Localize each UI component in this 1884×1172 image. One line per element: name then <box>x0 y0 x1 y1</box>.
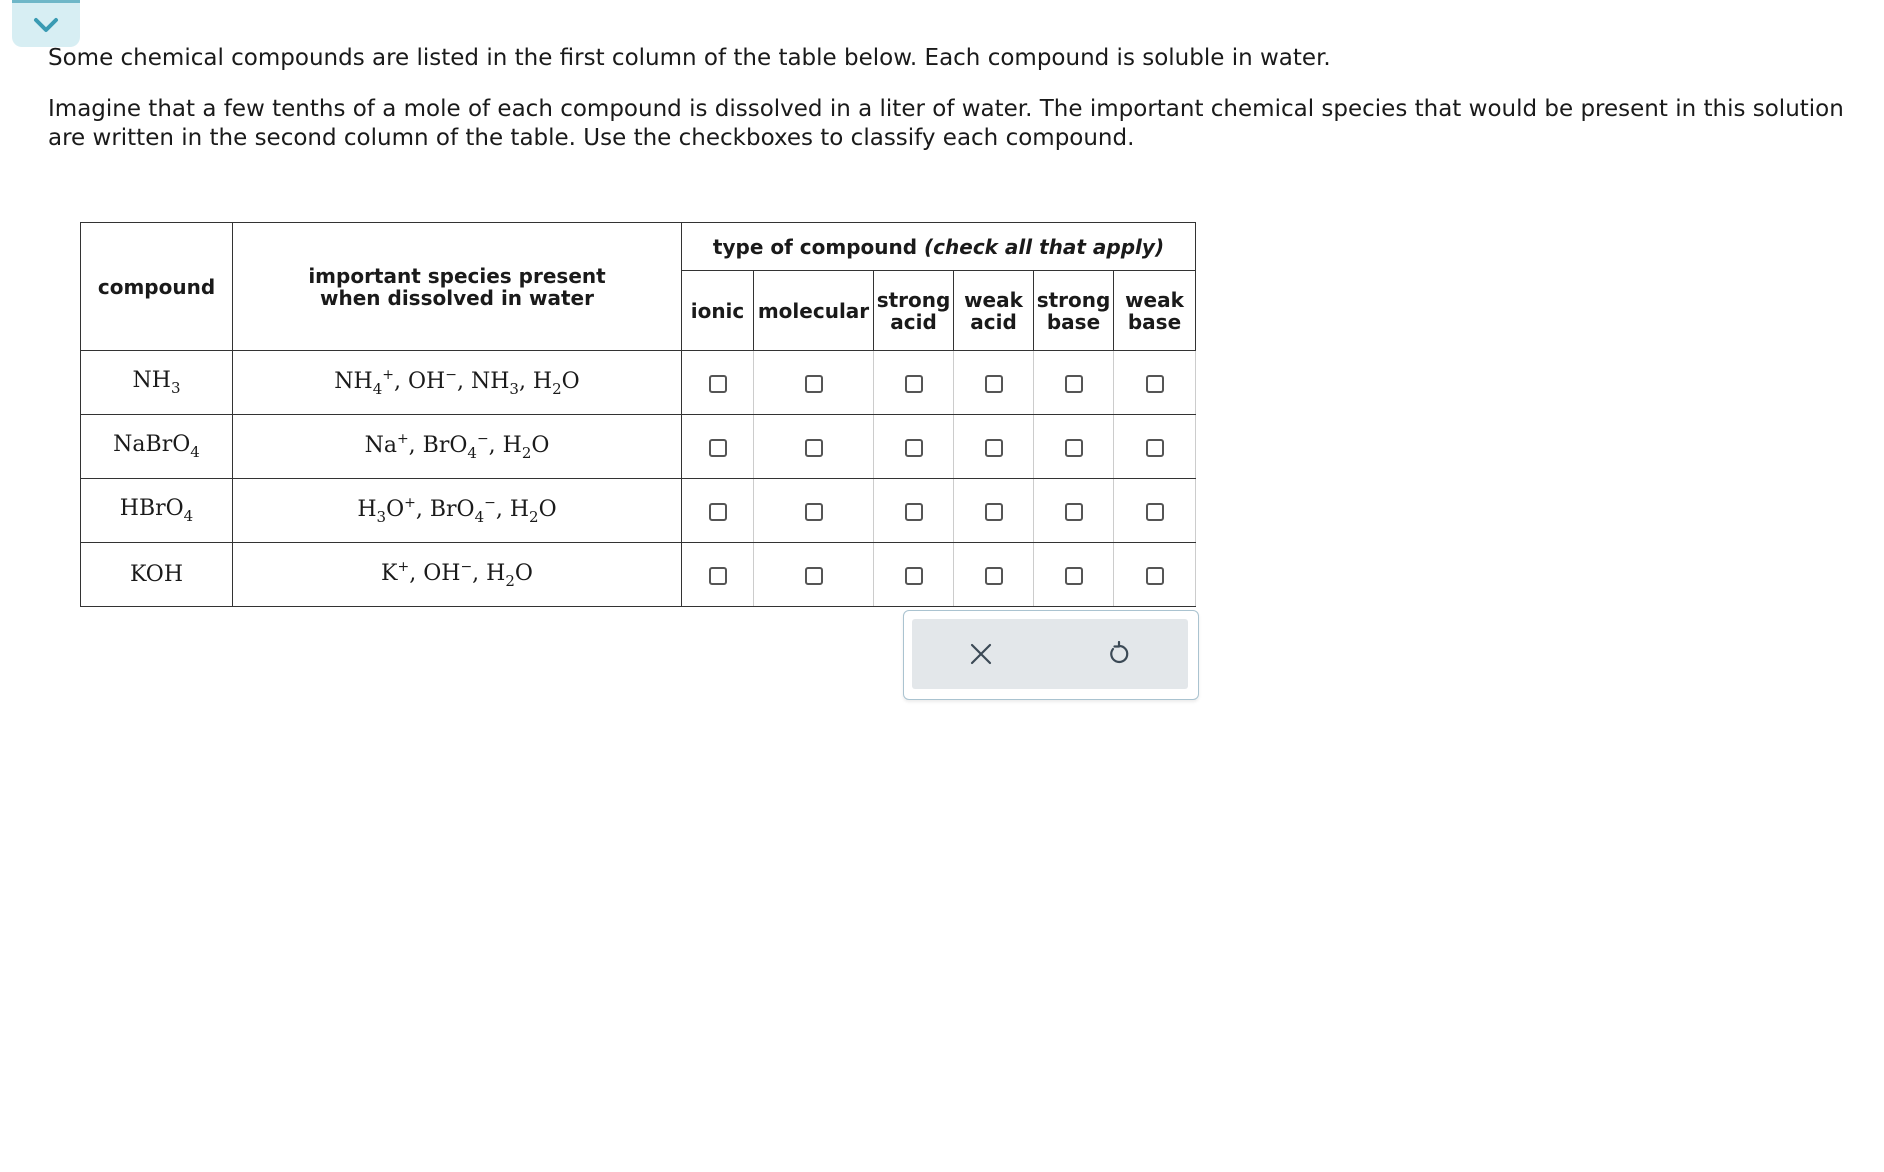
species-cell: Na+, BrO$_4$−, $H_2O$ <box>233 415 682 479</box>
checkbox-cell <box>1034 479 1114 543</box>
checkbox[interactable] <box>1146 503 1164 521</box>
checkbox[interactable] <box>985 567 1003 585</box>
checkbox[interactable] <box>805 567 823 585</box>
header-ionic: ionic <box>682 271 754 351</box>
checkbox[interactable] <box>905 503 923 521</box>
checkbox[interactable] <box>985 439 1003 457</box>
header-strong-acid: strong acid <box>874 271 954 351</box>
table-row <box>81 479 1196 543</box>
checkbox-cell <box>954 479 1034 543</box>
checkbox[interactable] <box>709 567 727 585</box>
checkbox[interactable] <box>1146 439 1164 457</box>
checkbox-cell <box>954 415 1034 479</box>
table-row <box>81 543 1196 607</box>
undo-button[interactable] <box>1099 634 1139 674</box>
compound-cell: $NH_3$ <box>81 351 233 415</box>
checkbox-cell <box>954 543 1034 607</box>
header-species-line2: when dissolved in water <box>320 285 594 310</box>
checkbox-cell <box>754 351 874 415</box>
checkbox-cell <box>682 415 754 479</box>
header-type-bold: type of compound <box>712 234 918 259</box>
collapse-button[interactable] <box>12 0 80 47</box>
checkbox[interactable] <box>985 503 1003 521</box>
checkbox[interactable] <box>985 375 1003 393</box>
compound-cell: KOH <box>81 543 233 607</box>
checkbox[interactable] <box>805 439 823 457</box>
header-type-italic: (check all that apply) <box>924 234 1165 259</box>
instruction-paragraph-1: Some chemical compounds are listed in the first column of the table below. Each compound is soluble in water. <box>48 45 1331 71</box>
checkbox[interactable] <box>905 375 923 393</box>
instruction-paragraph-2: Imagine that a few tenths of a mole of each compound is dissolved in a liter of water. The important chemical species that would be present in this solution are written in the second column of the table. Use the checkboxes to classify each compound. <box>48 96 1844 151</box>
checkbox[interactable] <box>1065 375 1083 393</box>
checkbox-cell <box>754 543 874 607</box>
clear-button[interactable] <box>961 634 1001 674</box>
checkbox-cell <box>874 351 954 415</box>
checkbox-cell <box>682 351 754 415</box>
checkbox-cell <box>874 415 954 479</box>
checkbox-cell <box>954 351 1034 415</box>
instructions <box>48 44 1868 175</box>
checkbox[interactable] <box>1065 503 1083 521</box>
checkbox[interactable] <box>905 439 923 457</box>
checkbox-cell <box>1114 415 1196 479</box>
checkbox[interactable] <box>1146 375 1164 393</box>
checkbox-cell <box>1034 351 1114 415</box>
header-compound: compound <box>81 223 233 351</box>
species-cell: $NH_4^+$, OH−, $NH_3$, $H_2O$ <box>233 351 682 415</box>
chevron-down-icon <box>31 15 61 35</box>
checkbox[interactable] <box>1146 567 1164 585</box>
header-species <box>233 223 682 351</box>
checkbox[interactable] <box>1065 567 1083 585</box>
checkbox-cell <box>874 479 954 543</box>
checkbox-cell <box>682 543 754 607</box>
checkbox[interactable] <box>709 503 727 521</box>
compound-cell: NaBrO$_4$ <box>81 415 233 479</box>
checkbox-cell <box>1034 415 1114 479</box>
table-row <box>81 351 1196 415</box>
table-row <box>81 415 1196 479</box>
compound-cell: HBrO$_4$ <box>81 479 233 543</box>
header-species-line1: important species present <box>308 263 606 288</box>
header-strong-base: strong base <box>1034 271 1114 351</box>
checkbox-cell <box>754 415 874 479</box>
header-molecular: molecular <box>754 271 874 351</box>
undo-icon <box>1106 641 1132 667</box>
checkbox-cell <box>1114 351 1196 415</box>
species-cell: K+, OH−, $H_2O$ <box>233 543 682 607</box>
checkbox-cell <box>754 479 874 543</box>
checkbox[interactable] <box>1065 439 1083 457</box>
close-icon <box>969 642 993 666</box>
checkbox-cell <box>1034 543 1114 607</box>
checkbox[interactable] <box>905 567 923 585</box>
classification-table <box>80 222 1196 607</box>
checkbox-cell <box>1114 543 1196 607</box>
checkbox-cell <box>1114 479 1196 543</box>
checkbox-cell <box>682 479 754 543</box>
species-cell: $H_3O^+$, BrO$_4$−, $H_2O$ <box>233 479 682 543</box>
header-weak-base: weak base <box>1114 271 1196 351</box>
checkbox[interactable] <box>709 375 727 393</box>
header-weak-acid: weak acid <box>954 271 1034 351</box>
checkbox[interactable] <box>709 439 727 457</box>
checkbox[interactable] <box>805 503 823 521</box>
checkbox[interactable] <box>805 375 823 393</box>
answer-tools-panel <box>903 610 1199 700</box>
header-type-of-compound <box>682 223 1196 271</box>
checkbox-cell <box>874 543 954 607</box>
